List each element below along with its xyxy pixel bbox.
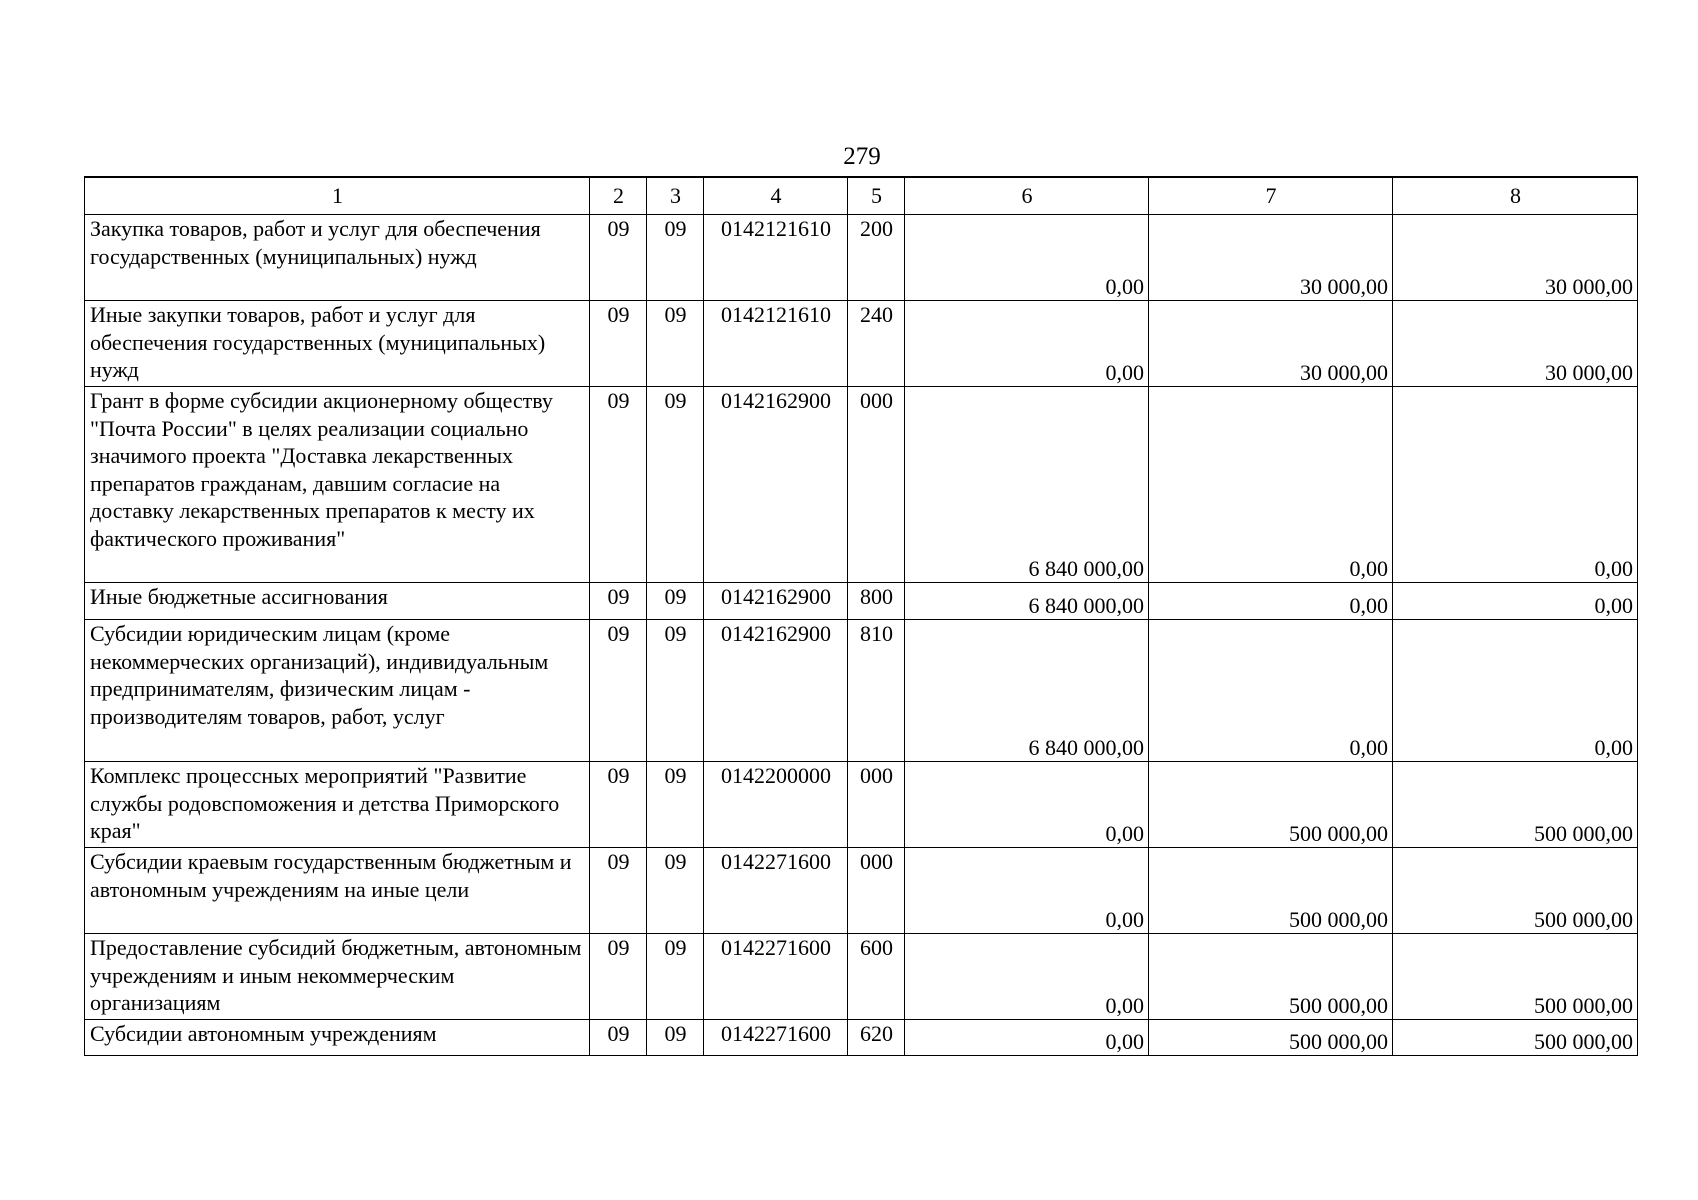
amount-cell-col6: 0,00: [905, 762, 1149, 848]
expense-type-cell: 800: [848, 583, 905, 620]
amount-cell-col8: 0,00: [1393, 387, 1638, 583]
amount-cell-col6: 6 840 000,00: [905, 620, 1149, 762]
amount-cell-col7: 500 000,00: [1149, 762, 1393, 848]
subsection-code-cell: 09: [647, 583, 704, 620]
amount-cell-col6: 0,00: [905, 848, 1149, 934]
amount-cell-col7: 0,00: [1149, 387, 1393, 583]
amount-cell-col6: 0,00: [905, 215, 1149, 301]
expense-type-cell: 000: [848, 762, 905, 848]
expense-type-cell: 000: [848, 848, 905, 934]
subsection-code-cell: 09: [647, 301, 704, 387]
target-article-cell: 0142121610: [704, 301, 848, 387]
header-cell: 7: [1149, 177, 1393, 215]
row-name-cell: Предоставление субсидий бюджетным, автономным учреждениям и иным некоммерческим организациям: [85, 934, 590, 1020]
target-article-cell: 0142121610: [704, 215, 848, 301]
amount-cell-col8: 0,00: [1393, 583, 1638, 620]
header-cell: 6: [905, 177, 1149, 215]
table-row: [85, 620, 1638, 762]
amount-cell-col8: 30 000,00: [1393, 301, 1638, 387]
amount-cell-col6: 0,00: [905, 301, 1149, 387]
subsection-code-cell: 09: [647, 1020, 704, 1056]
header-cell: 1: [85, 177, 590, 215]
row-name-cell: Иные бюджетные ассигнования: [85, 583, 590, 620]
target-article-cell: 0142162900: [704, 387, 848, 583]
section-code-cell: 09: [590, 1020, 647, 1056]
expense-type-cell: 200: [848, 215, 905, 301]
row-name-cell: Грант в форме субсидии акционерному обществу "Почта России" в целях реализации социально значимого проекта "Доставка лекарственных препаратов гражданам, давшим согласие на доставку лекарственных препаратов к месту их фактического проживания": [85, 387, 590, 583]
section-code-cell: 09: [590, 762, 647, 848]
table-row: [85, 583, 1638, 620]
amount-cell-col7: 30 000,00: [1149, 301, 1393, 387]
expense-type-cell: 810: [848, 620, 905, 762]
header-row: [85, 177, 1638, 215]
row-name-cell: Комплекс процессных мероприятий "Развитие службы родовспоможения и детства Приморского края": [85, 762, 590, 848]
amount-cell-col6: 0,00: [905, 1020, 1149, 1056]
table-row: [85, 387, 1638, 583]
section-code-cell: 09: [590, 848, 647, 934]
subsection-code-cell: 09: [647, 215, 704, 301]
section-code-cell: 09: [590, 215, 647, 301]
table-row: [85, 848, 1638, 934]
amount-cell-col7: 30 000,00: [1149, 215, 1393, 301]
subsection-code-cell: 09: [647, 620, 704, 762]
header-cell: 5: [848, 177, 905, 215]
table-row: [85, 301, 1638, 387]
section-code-cell: 09: [590, 934, 647, 1020]
table-row: [85, 762, 1638, 848]
expense-type-cell: 600: [848, 934, 905, 1020]
target-article-cell: 0142162900: [704, 620, 848, 762]
header-cell: 4: [704, 177, 848, 215]
row-name-cell: Субсидии краевым государственным бюджетным и автономным учреждениям на иные цели: [85, 848, 590, 934]
expense-type-cell: 000: [848, 387, 905, 583]
section-code-cell: 09: [590, 583, 647, 620]
subsection-code-cell: 09: [647, 934, 704, 1020]
section-code-cell: 09: [590, 387, 647, 583]
row-name-cell: Иные закупки товаров, работ и услуг для обеспечения государственных (муниципальных) нужд: [85, 301, 590, 387]
amount-cell-col8: 500 000,00: [1393, 934, 1638, 1020]
amount-cell-col6: 6 840 000,00: [905, 387, 1149, 583]
section-code-cell: 09: [590, 301, 647, 387]
header-cell: 8: [1393, 177, 1638, 215]
header-cell: 3: [647, 177, 704, 215]
amount-cell-col8: 500 000,00: [1393, 848, 1638, 934]
target-article-cell: 0142271600: [704, 1020, 848, 1056]
amount-cell-col7: 0,00: [1149, 583, 1393, 620]
subsection-code-cell: 09: [647, 387, 704, 583]
subsection-code-cell: 09: [647, 848, 704, 934]
amount-cell-col8: 0,00: [1393, 620, 1638, 762]
table-row: [85, 934, 1638, 1020]
target-article-cell: 0142271600: [704, 934, 848, 1020]
amount-cell-col7: 500 000,00: [1149, 1020, 1393, 1056]
amount-cell-col7: 0,00: [1149, 620, 1393, 762]
table-row: [85, 215, 1638, 301]
amount-cell-col6: 6 840 000,00: [905, 583, 1149, 620]
row-name-cell: Субсидии юридическим лицам (кроме некоммерческих организаций), индивидуальным предпринимателям, физическим лицам - производителям товаров, работ, услуг: [85, 620, 590, 762]
amount-cell-col8: 500 000,00: [1393, 762, 1638, 848]
amount-cell-col6: 0,00: [905, 934, 1149, 1020]
subsection-code-cell: 09: [647, 762, 704, 848]
row-name-cell: Субсидии автономным учреждениям: [85, 1020, 590, 1056]
amount-cell-col8: 500 000,00: [1393, 1020, 1638, 1056]
budget-table: [84, 176, 1638, 1056]
target-article-cell: 0142200000: [704, 762, 848, 848]
header-cell: 2: [590, 177, 647, 215]
amount-cell-col8: 30 000,00: [1393, 215, 1638, 301]
expense-type-cell: 240: [848, 301, 905, 387]
target-article-cell: 0142271600: [704, 848, 848, 934]
row-name-cell: Закупка товаров, работ и услуг для обеспечения государственных (муниципальных) нужд: [85, 215, 590, 301]
page-number: 279: [843, 143, 881, 170]
expense-type-cell: 620: [848, 1020, 905, 1056]
target-article-cell: 0142162900: [704, 583, 848, 620]
section-code-cell: 09: [590, 620, 647, 762]
table-row: [85, 1020, 1638, 1056]
amount-cell-col7: 500 000,00: [1149, 848, 1393, 934]
amount-cell-col7: 500 000,00: [1149, 934, 1393, 1020]
